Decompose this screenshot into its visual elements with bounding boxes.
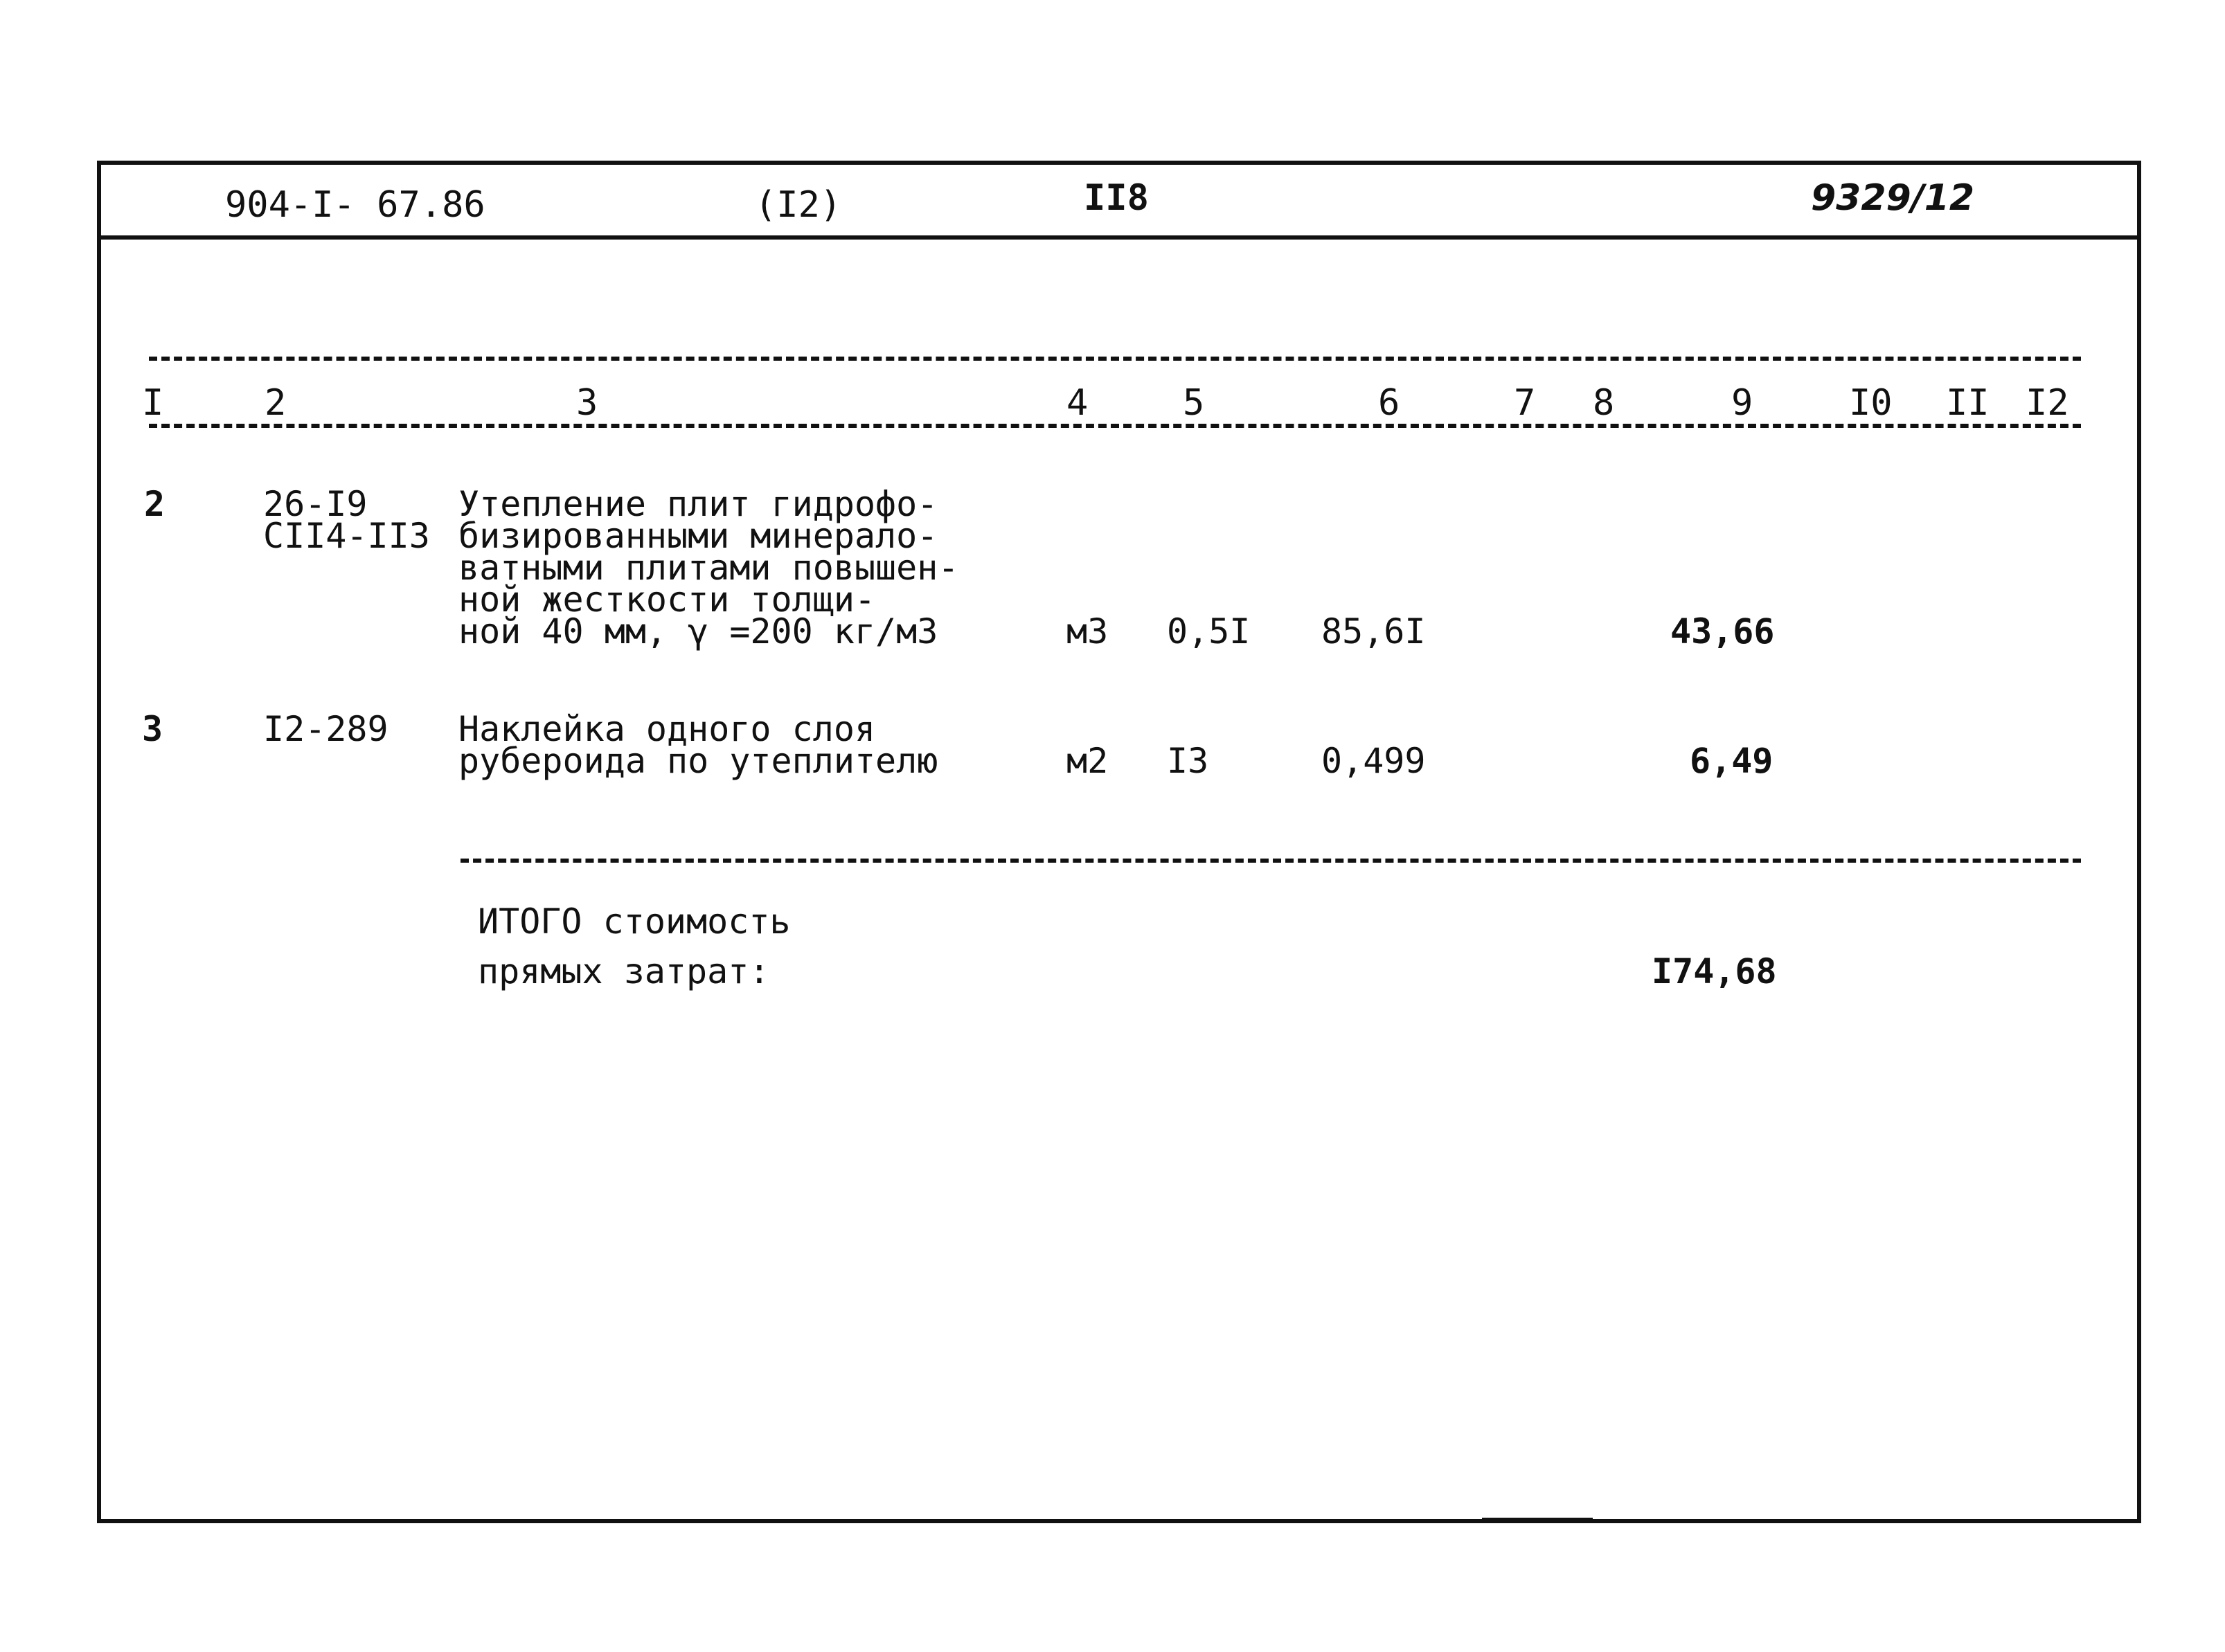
row-number: 3	[142, 709, 163, 749]
page-frame	[97, 161, 2141, 1523]
row-code: I2-289	[263, 709, 388, 749]
summary-label-line1: ИТОГО стоимость	[478, 901, 791, 942]
col-number-12: I2	[2026, 382, 2069, 424]
col-number-5: 5	[1183, 382, 1205, 424]
row-unit: м3	[1066, 611, 1109, 652]
col-number-4: 4	[1066, 382, 1089, 424]
row-unit: м2	[1066, 741, 1109, 781]
col-number-6: 6	[1378, 382, 1400, 424]
col-number-8: 8	[1593, 382, 1615, 424]
row-quantity: 0,5I	[1167, 611, 1251, 652]
bottom-edge-fragment	[1482, 1518, 1593, 1522]
sheet-reference: 9329/12	[1811, 177, 1975, 219]
col-number-10: I0	[1849, 382, 1893, 424]
row-total: 43,66	[1670, 611, 1775, 652]
col-number-1: I	[142, 382, 164, 424]
row-price: 85,6I	[1321, 611, 1426, 652]
col-number-2: 2	[265, 382, 287, 424]
header-separator	[97, 235, 2141, 240]
table-top-dashed-rule	[149, 357, 2081, 361]
summary-dashed-rule	[461, 859, 2081, 863]
col-number-7: 7	[1514, 382, 1536, 424]
row-description: Утепление плит гидрофо- бизированными минерало- ватными плитами повышен- ной жесткости толщи- ной 40 мм, γ =200 кг/м3	[458, 484, 959, 652]
col-number-9: 9	[1731, 382, 1753, 424]
summary-total: I74,68	[1652, 951, 1777, 991]
page-number: II8	[1084, 177, 1149, 219]
row-price: 0,499	[1321, 741, 1426, 781]
section-number: (I2)	[755, 184, 842, 226]
col-number-11: II	[1946, 382, 1990, 424]
row-total: 6,49	[1690, 741, 1773, 781]
row-number: 2	[144, 484, 166, 524]
row-code: 26-I9 CII4-II3	[263, 484, 430, 556]
row-quantity: I3	[1167, 741, 1209, 781]
summary-label-line2: прямых затрат:	[478, 951, 770, 991]
row-description: Наклейка одного слоя рубероида по утеплителю	[458, 709, 938, 781]
doc-code: 904-I- 67.86	[225, 184, 485, 226]
col-number-3: 3	[576, 382, 598, 424]
column-number-dashed-rule	[149, 424, 2081, 428]
